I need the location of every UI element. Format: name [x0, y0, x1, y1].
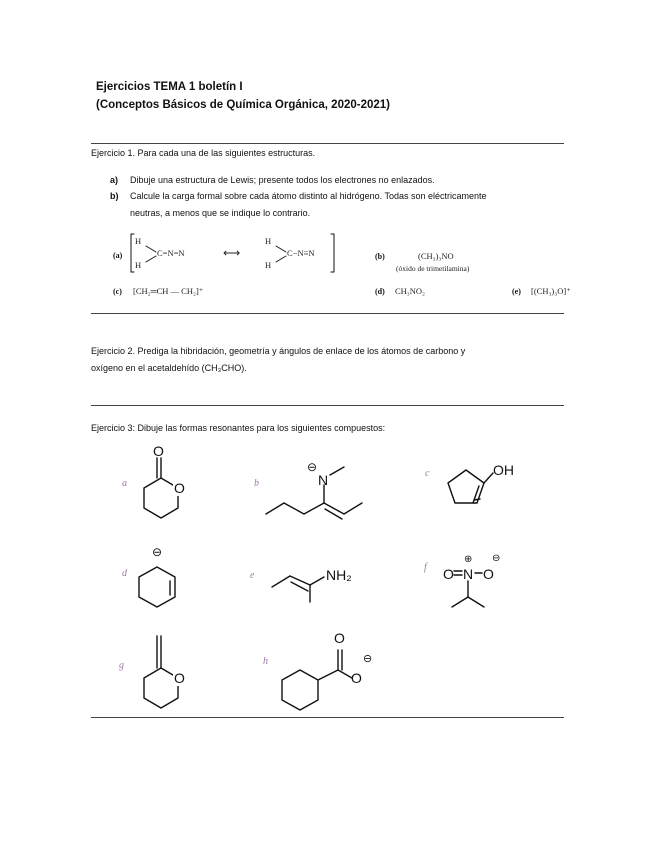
struct-a-h1: H — [135, 236, 142, 246]
atom-o-carbonyl: O — [334, 630, 345, 646]
ex1-item-a-marker: a) — [110, 175, 119, 185]
atom-oh: OH — [493, 462, 514, 478]
molecule-methylene-oxane — [130, 630, 210, 720]
divider — [91, 717, 564, 718]
minus-charge-icon: ⊖ — [492, 553, 501, 564]
struct-a-h4: H — [265, 260, 272, 270]
hand-label-g: g — [119, 660, 124, 671]
atom-o-ring: O — [174, 480, 185, 496]
molecule-nitropropane — [432, 550, 522, 620]
struct-e-formula: [(CH₃)₃O]⁺ — [531, 286, 571, 296]
struct-a-label: (a) — [113, 251, 123, 260]
page-title: Ejercicios TEMA 1 boletín I — [96, 81, 243, 93]
ex1-item-b-text: Calcule la carga formal sobre cada átomo distinto al hidrógeno. Todas son eléctricamente — [130, 191, 487, 201]
atom-o-anion: O — [351, 670, 362, 686]
divider — [91, 313, 564, 314]
ex1-item-b-text2: neutras, a menos que se indique lo contrario. — [130, 208, 311, 218]
atom-o-left: O — [443, 566, 454, 582]
struct-b-label: (b) — [375, 252, 385, 261]
plus-charge-icon: ⊕ — [464, 554, 473, 565]
struct-b-note: (óxido de trimetilamina) — [396, 264, 470, 273]
struct-a-h3: H — [265, 236, 272, 246]
ex1-heading: Ejercicio 1. Para cada una de las siguientes estructuras. — [91, 148, 316, 158]
resonance-arrow-icon: ⟷ — [223, 246, 241, 260]
atom-o-ring: O — [174, 670, 185, 686]
ex3-heading: Ejercicio 3: Dibuje las formas resonantes para los siguientes compuestos: — [91, 423, 386, 433]
minus-charge-icon: ⊖ — [152, 545, 163, 559]
struct-a-left-formula: C=N=N — [157, 248, 185, 258]
struct-c-formula: [CH₂═CH — CH₂]⁺ — [133, 286, 204, 296]
hand-label-f: f — [424, 562, 427, 573]
ex2-text-line1: Ejercicio 2. Prediga la hibridación, geometría y ángulos de enlace de los átomos de carbono y — [91, 346, 466, 356]
struct-a-right-formula: C−N≡N — [287, 248, 315, 258]
ex2-text-line2: oxígeno en el acetaldehído (CH₃CHO). — [91, 363, 247, 373]
divider — [91, 405, 564, 406]
minus-charge-icon: ⊖ — [307, 460, 318, 474]
struct-a-h2: H — [135, 260, 142, 270]
ex1-item-b-marker: b) — [110, 191, 119, 201]
molecule-carboxylate — [270, 628, 380, 718]
minus-charge-icon: ⊖ — [363, 653, 373, 665]
divider — [91, 143, 564, 144]
struct-b-formula: (CH₃)₃NO — [418, 251, 454, 261]
hand-label-e: e — [250, 570, 255, 581]
hand-label-b: b — [254, 478, 259, 489]
hand-label-c: c — [425, 468, 430, 479]
atom-n: N — [318, 472, 329, 488]
atom-o-right: O — [483, 566, 494, 582]
molecule-cyclohexenyl-anion — [130, 555, 200, 625]
struct-e-label: (e) — [512, 287, 521, 296]
page-subtitle: (Conceptos Básicos de Química Orgánica, 2020-2021) — [96, 99, 391, 111]
hand-label-a: a — [122, 478, 127, 489]
ex1-item-a-text: Dibuje una estructura de Lewis; presente todos los electrones no enlazados. — [130, 175, 435, 185]
molecule-lactone — [130, 440, 210, 530]
hand-label-d: d — [122, 568, 127, 579]
atom-nh2: NH₂ — [326, 567, 352, 583]
hand-label-h: h — [263, 656, 268, 667]
struct-d-formula: CH₃NO₂ — [395, 286, 426, 296]
struct-c-label: (c) — [113, 287, 122, 296]
atom-o-carbonyl: O — [153, 443, 164, 459]
atom-n-nitro: N — [463, 566, 474, 582]
struct-d-label: (d) — [375, 287, 385, 296]
